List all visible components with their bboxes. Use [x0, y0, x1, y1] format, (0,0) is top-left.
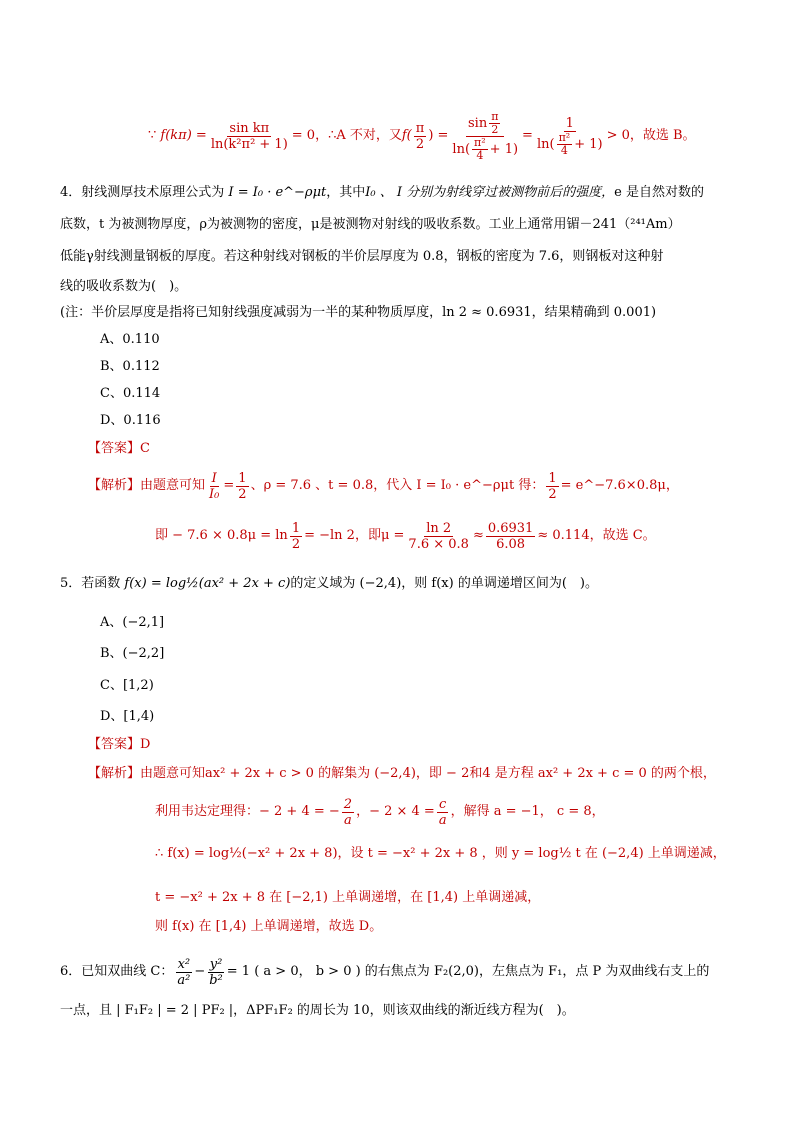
q5-option-b: B、(−2,2] [100, 646, 165, 661]
q5-answer: 【答案】D [88, 737, 151, 752]
q4-note: (注：半价层厚度是指将已知射线强度减弱为一半的某种物质厚度，ln 2 ≈ 0.6931，结果精确到 0.001) [60, 305, 657, 320]
q5-option-c: C、[1,2) [100, 678, 154, 693]
q4-answer: 【答案】C [88, 441, 150, 456]
fraction-one-over-ln: 1 ln( $\frac{\text{π²}}{4}$ + 1) [536, 115, 603, 157]
q4-analysis-1: 【解析】 由题意可知 $\frac{I}{\text{I₀}}$ = $\frac{1}{2}$ 、ρ = 7.6 、t = 0.8，代入 I = I₀ · e^−ρμt 得： $\frac{1}{2}$ = e^−7.6×0.8μ， [88, 470, 679, 502]
q5-option-d: D、[1,4) [100, 709, 155, 724]
q4-line-4: 线的吸收系数为( )。 [60, 279, 188, 294]
q4-line-3: 低能γ射线测量钢板的厚度。若这种射线对钢板的半价层厚度为 0.8，钢板的密度为 7.6，则钢板对这种射 [60, 249, 664, 264]
fraction-pi-2: $\frac{\pi}{2}$ [415, 120, 425, 152]
q5-analysis-3: ∴ f(x) = log½(−x² + 2x + 8)，设 t = −x² + 2x + 8 ，则 y = log½ t 在 (−2,4) 上单调递减， [155, 846, 726, 861]
top-analysis-line: ∵ f(kπ) = $\frac{\text{sin kπ}}{\text{ln(k²π² + 1)}}$ = 0， ∴A 不对，又 f( $\frac{\pi}{2}$ ) = sin $\frac{\pi}{2}$ ln( $\frac{\text{π²}}{4}$ + 1) = 1 ln( $\frac{\text{π²}}{4}$ + 1) > 0，故选 B。 [148, 109, 696, 162]
q6-line-2: 一点，且 | F₁F₂ | = 2 | PF₂ |，ΔPF₁F₂ 的周长为 10，则该双曲线的渐近线方程为( )。 [60, 1003, 575, 1018]
q6-line-1: 6．已知双曲线 C： $\frac{\text{x²}}{\text{a²}}$ − $\frac{\text{y²}}{\text{b²}}$ = 1 ( a > 0， b > 0 ) 的右焦点为 F₂(2,0)，左焦点为 F₁，点 P 为双曲线右支上的 [60, 956, 710, 988]
fraction-sin-k-pi: $\frac{\text{sin kπ}}{\text{ln(k²π² + 1)}}$ [210, 120, 288, 152]
q4-option-d: D、0.116 [100, 413, 161, 428]
because-symbol: ∵ [148, 128, 157, 143]
q5-analysis-1: 【解析】由题意可知ax² + 2x + c > 0 的解集为 (−2,4)，即 − 2和4 是方程 ax² + 2x + c = 0 的两个根， [88, 766, 716, 781]
q4-option-c: C、0.114 [100, 386, 161, 401]
q5-analysis-5: 则 f(x) 在 [1,4) 上单调递增，故选 D。 [155, 919, 383, 934]
q4-line-2: 底数，t 为被测物厚度，ρ为被测物的密度，μ是被测物对射线的吸收系数。工业上通常用镅－241（²⁴¹Am） [60, 217, 681, 232]
q4-analysis-2: 即 − 7.6 × 0.8μ = ln $\frac{1}{2}$ = −ln 2，即μ = $\frac{\ln 2}{7.6 \times 0.8}$ ≈ $\frac{0.6931}{6.08}$ ≈ 0.114，故选 C。 [155, 520, 656, 552]
fraction-sin-pi-over-ln: sin $\frac{\pi}{2}$ ln( $\frac{\text{π²}}{4}$ + 1) [452, 109, 519, 162]
q5-line-1: 5．若函数 f(x) = log½(ax² + 2x + c)的定义域为 (−2,4)，则 f(x) 的单调递增区间为( )。 [60, 576, 598, 591]
q4-line-1: 4．射线测厚技术原理公式为 I = I₀ · e^−ρμt，其中I₀ 、 I 分别为射线穿过被测物前后的强度，e 是自然对数的 [60, 185, 704, 200]
q5-analysis-2: 利用韦达定理得：− 2 + 4 = − $\frac{2}{a}$ ，− 2 × 4 = $\frac{c}{a}$ ，解得 a = −1， c = 8， [155, 796, 605, 828]
q5-analysis-4: t = −x² + 2x + 8 在 [−2,1) 上单调递增，在 [1,4) 上单调递减， [155, 890, 541, 905]
f-k-pi: f(kπ) = [160, 128, 207, 143]
q4-option-b: B、0.112 [100, 359, 160, 374]
q5-option-a: A、(−2,1] [100, 615, 165, 630]
q4-option-a: A、0.110 [100, 332, 160, 347]
